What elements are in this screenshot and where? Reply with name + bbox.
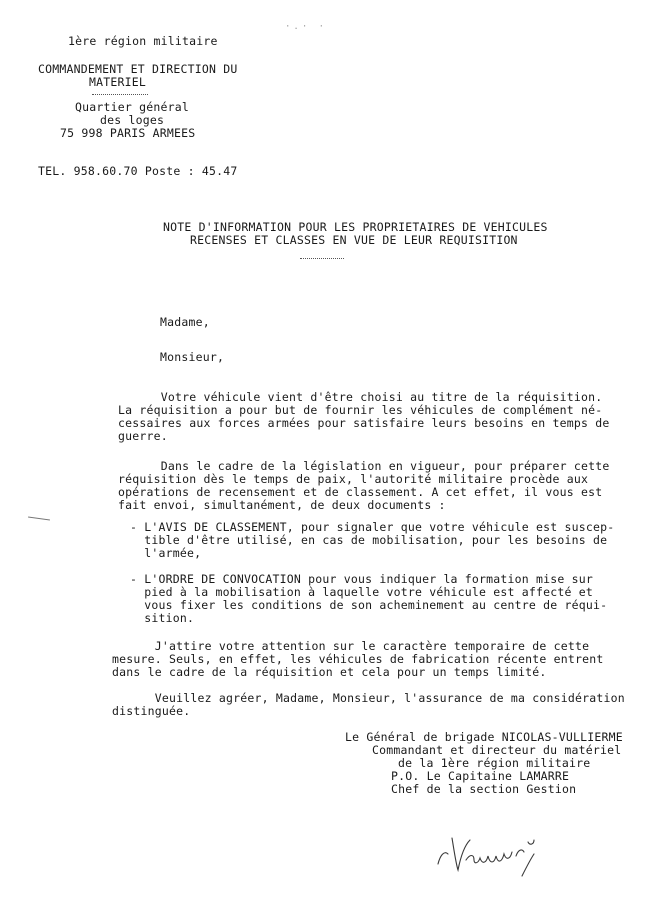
paragraph-1-line: cessaires aux forces armées pour satisfaire leurs besoins en temps de xyxy=(118,416,610,430)
closing-line: distinguée. xyxy=(112,704,191,718)
bullet-2-line: pied à la mobilisation à laquelle votre véhicule est affecté et xyxy=(130,585,594,599)
scan-specks: ·.· · xyxy=(285,22,328,32)
note-title-line-2: RECENSES ET CLASSES EN VUE DE LEUR REQUISITION xyxy=(190,233,518,247)
margin-mark xyxy=(28,516,50,520)
paragraph-1-line: La réquisition a pour but de fournir les véhicules de complément né- xyxy=(118,403,603,417)
signatory-section: Chef de la section Gestion xyxy=(391,782,577,796)
salutation-monsieur: Monsieur, xyxy=(160,350,225,364)
bullet-2-line: vous fixer les conditions de son acheminement au centre de réqui- xyxy=(130,598,608,612)
paragraph-2-line: opérations de recensement et de classement. A cet effet, il vous est xyxy=(118,485,603,499)
paragraph-2-line: Dans le cadre de la législation en vigueur, pour préparer cette xyxy=(118,459,610,473)
signatory-region: de la 1ère région militaire xyxy=(398,756,591,770)
salutation-madame: Madame, xyxy=(160,315,210,329)
paragraph-3-line: dans le cadre de la réquisition et cela pour un temps limité. xyxy=(112,665,547,679)
paragraph-3-line: mesure. Seuls, en effet, les véhicules de fabrication récente entrent xyxy=(112,652,604,666)
bullet-2-line: - L'ORDRE DE CONVOCATION pour vous indiquer la formation mise sur xyxy=(130,572,594,586)
paragraph-3-line: J'attire votre attention sur le caractère temporaire de cette xyxy=(112,639,590,653)
signatory-name: Le Général de brigade NICOLAS-VULLIERME xyxy=(345,730,623,744)
bullet-1-line: tible d'être utilisé, en cas de mobilisation, pour les besoins de xyxy=(130,533,608,547)
closing-line: Veuillez agréer, Madame, Monsieur, l'assurance de ma considération xyxy=(112,691,625,705)
command-line-1: COMMANDEMENT ET DIRECTION DU xyxy=(38,62,238,76)
paragraph-1-line: guerre. xyxy=(118,429,168,443)
bullet-1-line: - L'AVIS DE CLASSEMENT, pour signaler que votre véhicule est suscep- xyxy=(130,520,615,534)
paragraph-1-line: Votre véhicule vient d'être choisi au titre de la réquisition. xyxy=(118,390,603,404)
paragraph-2-line: réquisition dès le temps de paix, l'autorité militaire procède aux xyxy=(118,472,589,486)
address-line-1: Quartier général xyxy=(75,100,189,114)
address-line-3: 75 998 PARIS ARMEES xyxy=(60,126,196,140)
signatory-proxy: P.O. Le Capitaine LAMARRE xyxy=(391,769,570,783)
region-heading: 1ère région militaire xyxy=(68,34,218,48)
title-rule xyxy=(300,258,344,259)
bullet-2-line: sition. xyxy=(130,611,195,625)
handwritten-signature xyxy=(430,820,560,880)
command-line-2: MATERIEL xyxy=(89,75,146,89)
bullet-1-line: l'armée, xyxy=(130,546,202,560)
address-line-2: des loges xyxy=(100,113,165,127)
phone-line: TEL. 958.60.70 Poste : 45.47 xyxy=(38,164,238,178)
header-rule xyxy=(92,94,148,95)
paragraph-2-line: fait envoi, simultanément, de deux documents : xyxy=(118,498,446,512)
signatory-role: Commandant et directeur du matériel xyxy=(372,743,622,757)
note-title-line-1: NOTE D'INFORMATION POUR LES PROPRIETAIRES DE VEHICULES xyxy=(163,220,548,234)
